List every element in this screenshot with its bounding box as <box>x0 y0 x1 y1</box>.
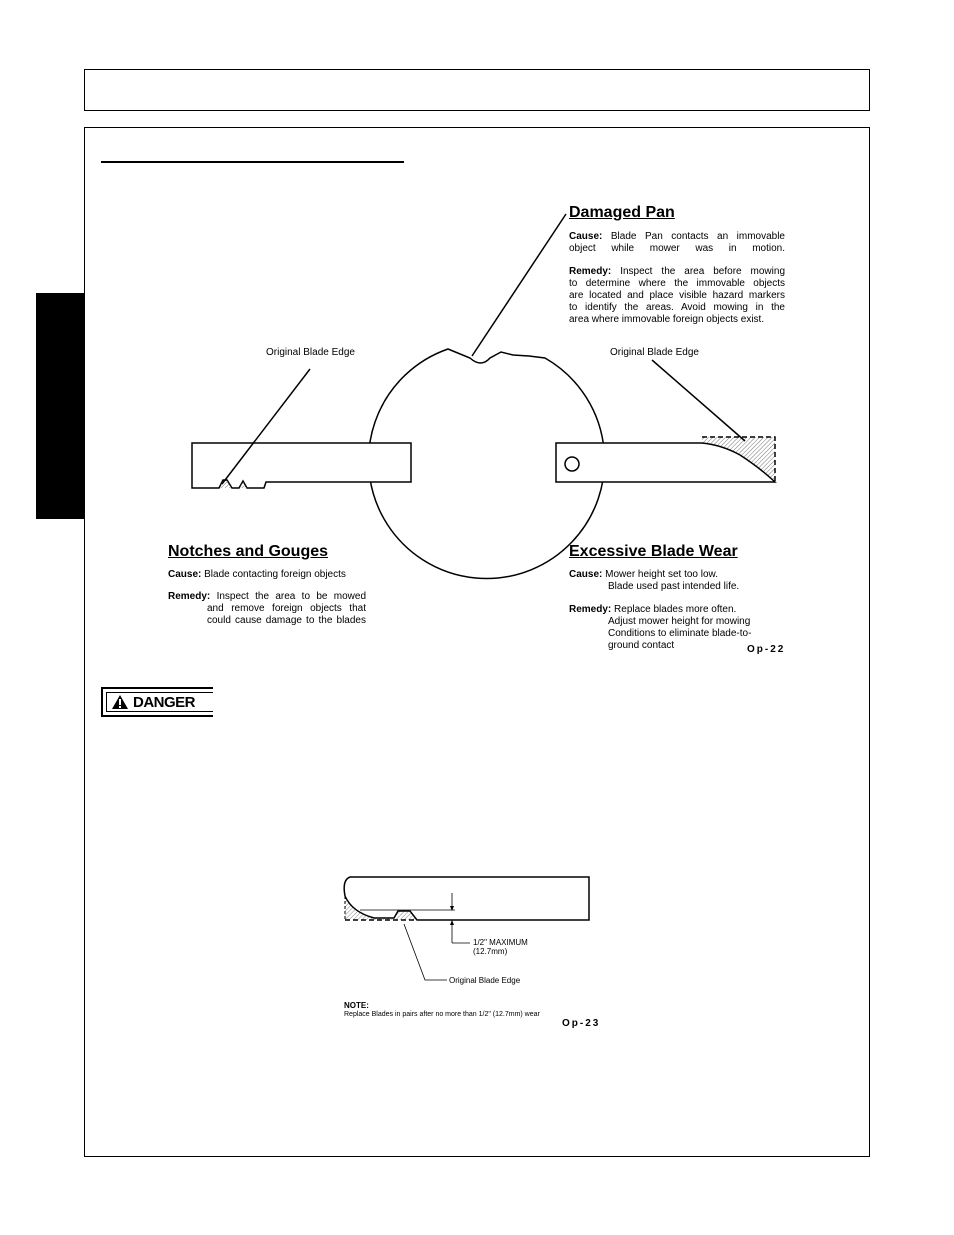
figure-id-op23: Op-23 <box>562 1018 601 1029</box>
wear-blade-outline <box>344 877 589 920</box>
original-edge-leader-2 <box>404 924 447 980</box>
original-edge-label-left: Original Blade Edge <box>266 347 355 358</box>
notches-title: Notches and Gouges <box>168 543 329 560</box>
note-label: NOTE: <box>344 1001 369 1010</box>
notches-remedy: Remedy: Inspect the area to be mowed and remove foreign objects that could cause damage to the blades <box>168 591 367 626</box>
wear-title: Excessive Blade Wear <box>569 543 738 560</box>
damaged-pan-cause: Cause: Blade Pan contacts an immovable object while mower was in motion. <box>569 231 785 254</box>
note-text: Replace Blades in pairs after no more than 1/2" (12.7mm) wear <box>344 1011 540 1018</box>
notches-cause: Cause: Blade contacting foreign objects <box>168 569 346 580</box>
wear-remedy: Remedy: Replace blades more often. Adjust mower height for mowing Conditions to eliminate blade-to- ground contact <box>569 604 752 651</box>
danger-label: DANGER <box>133 693 196 711</box>
original-edge-label-2: Original Blade Edge <box>449 976 521 985</box>
damaged-pan-remedy: Remedy: Inspect the area before mowing to determine where the immovable objects are located and place visible hazard markers to identify the areas. Avoid mowing in the area where immovable foreign objects exist. <box>569 266 786 325</box>
original-edge-label-right: Original Blade Edge <box>610 347 699 358</box>
max-wear-label: 1/2" MAXIMUM (12.7mm) <box>473 938 528 956</box>
figure-id-op22: Op-22 <box>747 644 786 655</box>
damaged-pan-title: Damaged Pan <box>569 204 675 221</box>
wear-cause: Cause: Mower height set too low. Blade used past intended life. <box>569 569 740 592</box>
